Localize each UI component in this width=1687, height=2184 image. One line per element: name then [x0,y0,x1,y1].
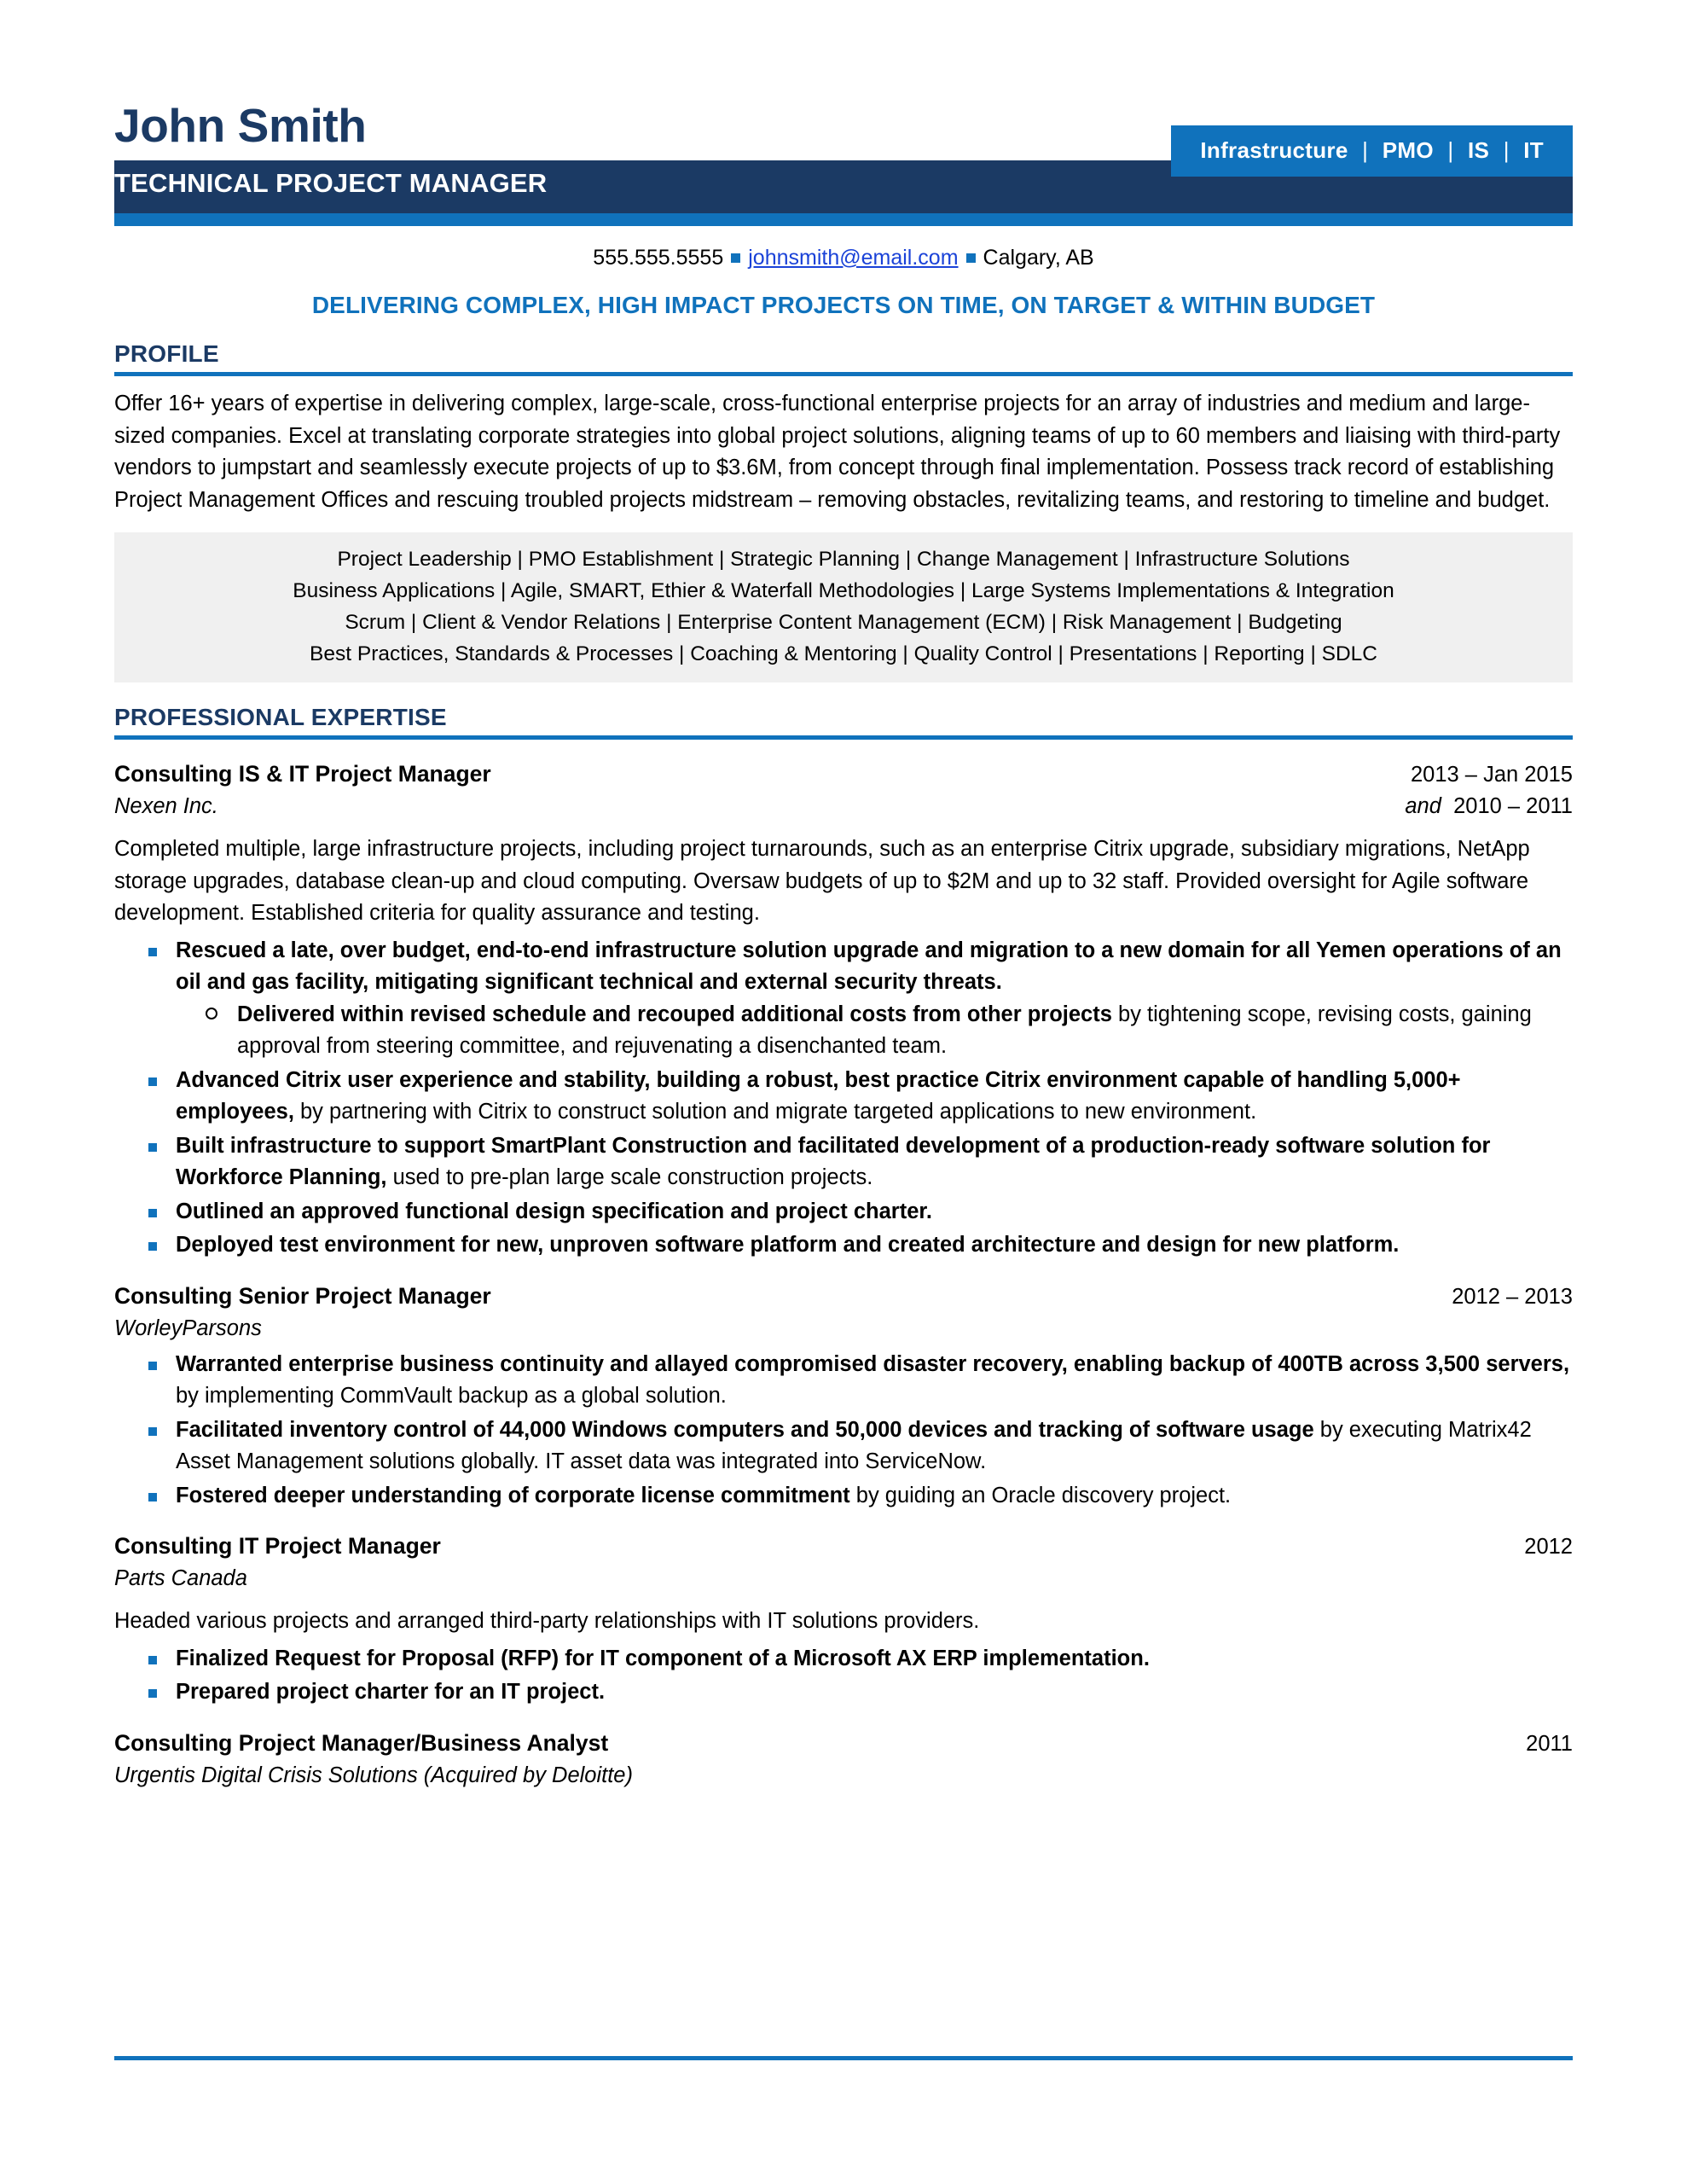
job-bullet-bold: Warranted enterprise business continuity and allayed compromised disaster recovery, enabling backup of 400TB across 3,500 servers, [176,1351,1570,1376]
experience-entry-header [114,758,1573,790]
focus-separator-3: | [1503,137,1510,163]
bullet-square-icon [966,253,976,263]
experience-entry-company-row [114,1314,1573,1344]
job-company: WorleyParsons [114,1316,262,1340]
job-summary: Headed various projects and arranged third-party relationships with IT solutions providers. [114,1609,980,1633]
job-title-text: TECHNICAL PROJECT MANAGER [114,168,548,198]
contact-email-link[interactable]: johnsmith@email.com [748,246,959,270]
job-bullet [114,1065,1573,1129]
job-subbullet-list [176,999,1573,1063]
skills-line: Best Practices, Standards & Processes | Coaching & Mentoring | Quality Control | Presentations | Reporting | SDLC [310,642,1377,665]
experience-entry-header [114,1531,1573,1562]
skills-line: Project Leadership | PMO Establishment | Strategic Planning | Change Management | Infrastructure Solutions [337,548,1350,571]
job-bullet-text: used to pre-plan large scale construction projects. [386,1165,873,1189]
headline-tagline: DELIVERING COMPLEX, HIGH IMPACT PROJECTS ON TIME, ON TARGET & WITHIN BUDGET [311,292,1376,318]
job-company: Parts Canada [114,1566,247,1590]
job-role: Consulting Senior Project Manager [114,1282,491,1309]
job-bullet-list [114,1349,1573,1513]
job-bullet-text: by implementing CommVault backup as a global solution. [176,1384,727,1408]
focus-area-pmo: PMO [1382,137,1434,163]
section-profile-heading [114,338,1573,376]
experience-entry-header [114,1728,1573,1759]
experience-entry-header [114,1281,1573,1312]
job-role: Consulting Project Manager/Business Analyst [114,1729,609,1756]
contact-location: Calgary, AB [983,246,1094,270]
experience-entry [114,1531,1573,1709]
job-bullet-bold: inventory control of 44,000 Windows computers and 50,000 devices and tracking of software usage [289,1417,1314,1442]
job-bullet-bold: Outlined an approved functional design specification and project charter. [176,1199,932,1223]
job-bullet-bold: Facilitated [176,1417,284,1442]
job-bullet-list [114,1643,1573,1709]
job-bullet-bold: Finalized Request for Proposal (RFP) for IT component of a Microsoft AX ERP implementation. [176,1646,1150,1670]
job-subbullet-text: by tightening scope, revising costs, gaining approval from steering committee, and rejuvenating a disenchanted team. [237,1002,1532,1058]
name-row [114,99,1573,163]
section-expertise-label: PROFESSIONAL EXPERTISE [114,704,447,730]
section-profile-label: PROFILE [114,340,219,367]
bullet-square-icon [148,1077,157,1086]
job-bullet-bold: Advanced Citrix user experience and stability, building a robust, best practice Citrix environment capable of handling 5,000+ employees, [176,1067,1461,1124]
bullet-square-icon [148,1493,157,1502]
skills-line: Business Applications | Agile, SMART, Ethier & Waterfall Methodologies | Large Systems Implementations & Integration [293,579,1394,602]
job-bullet [114,1349,1573,1413]
bullet-square-icon [148,1362,157,1370]
focus-area-infrastructure: Infrastructure [1200,137,1348,163]
job-bullet-text: by executing Matrix42 Asset Management solutions globally. IT asset data was integrated into ServiceNow. [176,1417,1532,1473]
job-dates: 2012 – 2013 [1452,1284,1573,1309]
bullet-circle-icon [206,1008,217,1019]
experience-entry [114,1281,1573,1513]
job-dates-secondary [1405,792,1573,822]
bullet-square-icon [148,1427,157,1436]
section-profile-rule [114,372,1573,376]
focus-separator-2: | [1447,137,1454,163]
job-role: Consulting IS & IT Project Manager [114,761,491,787]
job-dates: 2013 – Jan 2015 [1410,763,1573,787]
experience-entry [114,758,1573,1262]
job-bullet-bold: Built infrastructure to support SmartPlant Construction and facilitated development of a production-ready software solution for Workforce Planning, [176,1133,1491,1189]
bullet-square-icon [148,948,157,956]
job-bullet-text: by guiding an Oracle discovery project. [849,1483,1232,1507]
job-dates: 2011 [1526,1731,1573,1756]
job-bullet [114,1676,1573,1709]
job-dates-secondary-prefix: and [1405,794,1454,818]
experience-entry-company-row [114,1761,1573,1791]
job-summary: Completed multiple, large infrastructure projects, including project turnarounds, such as an enterprise Citrix upgrade, subsidiary migrations, NetApp storage upgrades, database clean-up and cloud computing. Oversaw budgets of up to $2M and up to 32 staff. Provided oversight for Agile software development. Established criteria for quality assurance and testing. [114,837,1530,925]
job-bullet-bold: Deployed test environment for new, unproven software platform and created architecture and design for new platform. [176,1233,1400,1257]
job-bullet [114,1414,1573,1478]
experience-entry [114,1728,1573,1791]
contact-line [114,244,1573,271]
job-bullet [114,1643,1573,1676]
profile-body-text: Offer 16+ years of expertise in delivering complex, large-scale, cross-functional enterprise projects for an array of industries and medium and large-sized companies. Excel at translating corporate strategies into global project solutions, aligning teams of up to 60 members and liaising with third-party vendors to jumpstart and seamlessly execute projects of up to $3.6M, from concept through final implementation. Possess track record of establishing Project Management Offices and rescuing troubled projects midstream – removing obstacles, revitalizing teams, and restoring to timeline and budget. [114,392,1561,512]
bullet-square-icon [148,1656,157,1664]
experience-list [114,758,1573,1791]
resume-header [114,0,1573,319]
experience-entry-company-row [114,1564,1573,1594]
job-dates: 2012 [1524,1535,1573,1559]
skills-line: Scrum | Client & Vendor Relations | Enterprise Content Management (ECM) | Risk Management | Budgeting [345,611,1342,634]
bullet-square-icon [148,1689,157,1698]
job-bullet-bold: Rescued a late, over budget, end-to-end infrastructure solution upgrade and migration to a new domain for all Yemen operations of an oil and gas facility, mitigating significant technical and external security threats. [176,938,1562,994]
experience-entry-company-row [114,792,1573,822]
core-competencies-box [114,532,1573,682]
section-expertise-heading [114,701,1573,740]
page-title: John Smith [114,99,367,152]
bullet-square-icon [148,1143,157,1152]
contact-phone: 555.555.5555 [593,246,724,270]
section-expertise-rule [114,735,1573,740]
focus-area-is: IS [1467,137,1490,163]
job-role: Consulting IT Project Manager [114,1533,441,1559]
job-bullet-list [114,935,1573,1262]
job-bullet [114,1229,1573,1262]
job-dates-secondary-value: 2010 – 2011 [1453,794,1573,818]
job-subbullet-bold: Delivered within revised schedule and recouped additional costs from other projects [237,1002,1112,1026]
header-accent-strip [114,213,1573,226]
bullet-square-icon [731,253,740,263]
focus-areas-badge [1171,125,1573,177]
job-bullet-bold: Fostered deeper understanding of corporate license commitment [176,1483,850,1507]
job-bullet [114,935,1573,1063]
focus-separator-1: | [1362,137,1369,163]
job-company: Urgentis Digital Crisis Solutions (Acquired by Deloitte) [114,1763,633,1787]
bullet-square-icon [148,1242,157,1251]
job-subbullet [176,999,1573,1063]
job-bullet [114,1196,1573,1228]
bullet-square-icon [148,1209,157,1217]
footer-rule [114,2056,1573,2060]
job-bullet-bold: Prepared project charter for an IT project. [176,1680,606,1704]
job-company: Nexen Inc. [114,794,218,818]
job-bullet [114,1130,1573,1194]
job-bullet-text: by partnering with Citrix to construct solution and migrate targeted applications to new environment. [293,1100,1257,1124]
job-bullet [114,1480,1573,1513]
focus-area-it: IT [1523,137,1544,163]
